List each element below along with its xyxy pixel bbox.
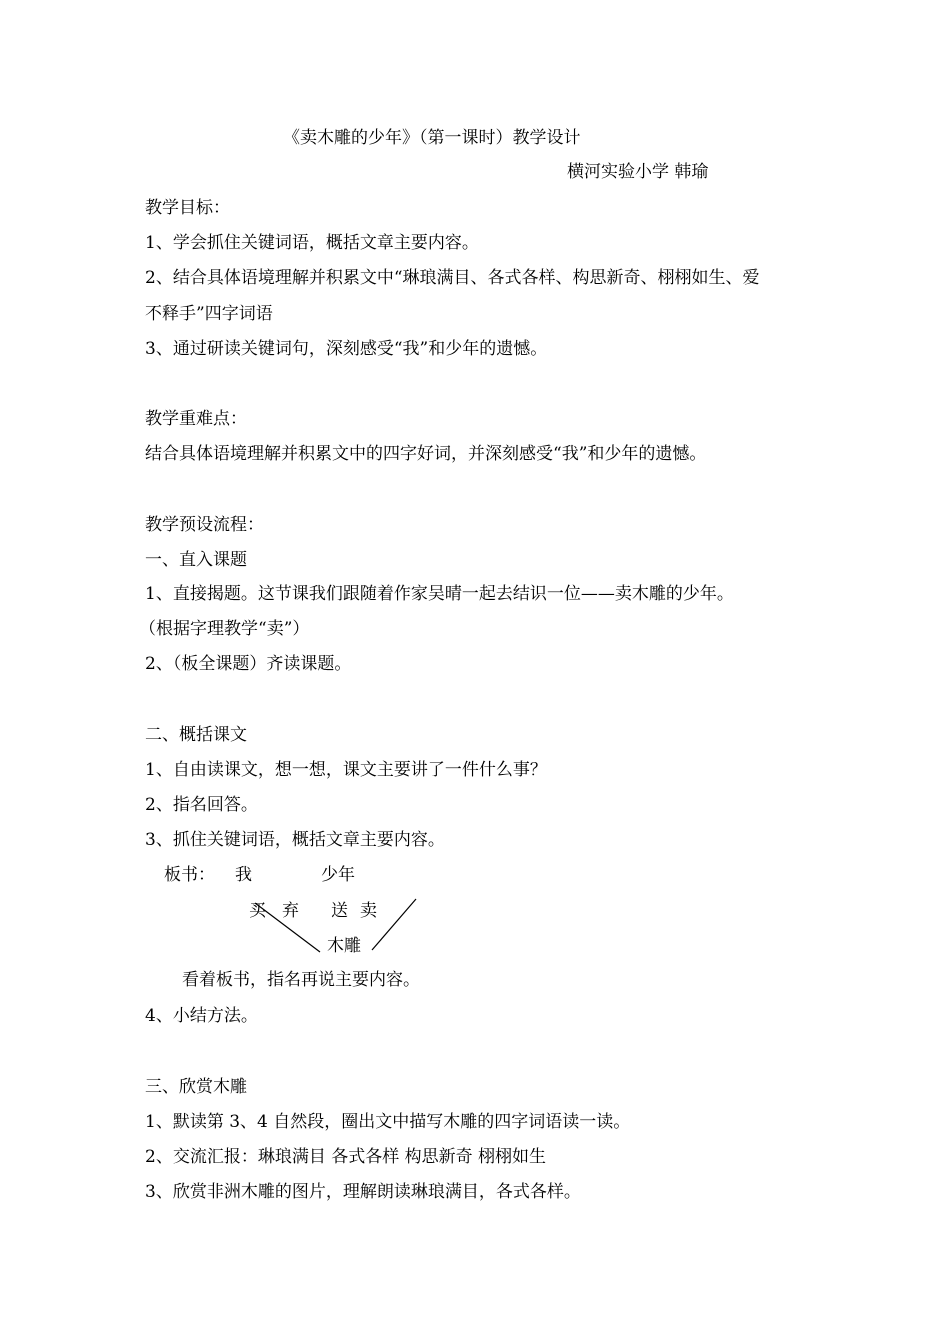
section-1-title: 一、直入课题 bbox=[145, 550, 247, 570]
section-1-line-1: 1、直接揭题。这节课我们跟随着作家吴晴一起去结识一位——卖木雕的少年。 bbox=[145, 584, 734, 604]
board-label: 板书： bbox=[164, 865, 215, 885]
board-word-abandon: 弃 bbox=[282, 901, 299, 921]
section-2-after-board: 看着板书，指名再说主要内容。 bbox=[182, 970, 420, 990]
section-2-line-1: 1、自由读课文，想一想，课文主要讲了一件什么事？ bbox=[145, 760, 547, 780]
board-diagram bbox=[160, 860, 460, 970]
document-title: 《卖木雕的少年》（第一课时）教学设计 bbox=[283, 128, 581, 148]
section-3-line-1: 1、默读第 3、4 自然段，圈出文中描写木雕的四字词语读一读。 bbox=[145, 1112, 631, 1132]
goal-item-1: 1、学会抓住关键词语，概括文章主要内容。 bbox=[145, 233, 479, 253]
goals-heading: 教学目标： bbox=[145, 198, 230, 218]
section-2-title: 二、概括课文 bbox=[145, 725, 247, 745]
board-word-sell: 卖 bbox=[360, 901, 377, 921]
section-2-line-3: 3、抓住关键词语，概括文章主要内容。 bbox=[145, 830, 445, 850]
board-word-buy: 买 bbox=[249, 901, 266, 921]
keypoints-heading: 教学重难点： bbox=[145, 409, 247, 429]
board-line-right bbox=[372, 899, 416, 950]
section-3-title: 三、欣赏木雕 bbox=[145, 1077, 247, 1097]
section-3-line-2: 2、交流汇报：琳琅满目 各式各样 构思新奇 栩栩如生 bbox=[145, 1147, 547, 1167]
board-word-me: 我 bbox=[235, 865, 252, 885]
goal-item-3: 3、通过研读关键词句，深刻感受“我”和少年的遗憾。 bbox=[145, 339, 548, 359]
board-word-boy: 少年 bbox=[321, 865, 355, 885]
board-word-carving: 木雕 bbox=[327, 936, 361, 956]
section-2-line-2: 2、指名回答。 bbox=[145, 795, 258, 815]
author-line: 横河实验小学 韩瑜 bbox=[567, 162, 709, 182]
goal-item-2: 2、结合具体语境理解并积累文中“琳琅满目、各式各样、构思新奇、栩栩如生、爱 bbox=[145, 268, 760, 288]
goal-item-2-cont: 不释手”四字词语 bbox=[145, 304, 273, 324]
section-2-line-4: 4、小结方法。 bbox=[145, 1006, 258, 1026]
section-1-line-2: （根据字理教学“卖”） bbox=[139, 619, 310, 639]
board-word-give: 送 bbox=[331, 901, 348, 921]
process-heading: 教学预设流程： bbox=[145, 515, 264, 535]
section-3-line-3: 3、欣赏非洲木雕的图片，理解朗读琳琅满目，各式各样。 bbox=[145, 1182, 581, 1202]
section-1-line-3: 2、（板全课题）齐读课题。 bbox=[145, 654, 352, 674]
keypoints-text: 结合具体语境理解并积累文中的四字好词，并深刻感受“我”和少年的遗憾。 bbox=[145, 444, 707, 464]
